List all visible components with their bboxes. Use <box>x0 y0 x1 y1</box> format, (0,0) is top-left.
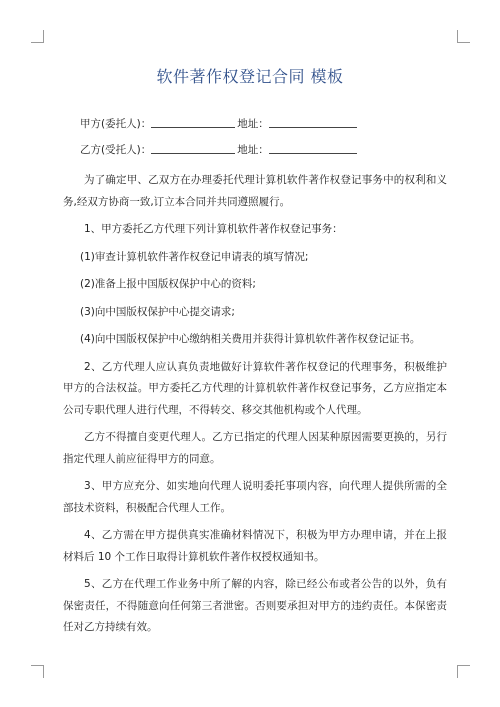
party-b-address-label: 地址： <box>237 144 269 156</box>
crop-mark-top-right <box>457 30 470 43</box>
paragraph-clause-2-cont: 乙方不得擅自变更代理人。乙方已指定的代理人因某种原因需要更换的，另行指定代理人前应征得甲方的同意。 <box>63 431 447 465</box>
paragraph-item-4: (4)向中国版权保护中心缴纳相关费用并获得计算机软件著作权登记证书。 <box>80 333 421 345</box>
paragraph-clause-1: 1、甲方委托乙方代理下列计算机软件著作权登记事务： <box>84 223 343 235</box>
party-b-address-blank[interactable] <box>269 142 357 154</box>
paragraph-clause-5: 5、乙方在代理工作业务中所了解的内容，除已经公布或者公告的以外，负有保密责任，不得随意向任何第三者泄密。否则要承担对甲方的违约责任。本保密责任对乙方持续有效。 <box>63 578 447 633</box>
paragraph-clause-3: 3、甲方应充分、如实地向代理人说明委托事项内容，向代理人提供所需的全部技术资料，积极配合代理人工作。 <box>63 480 447 514</box>
paragraph-item-1: (1)审查计算机软件著作权登记申请表的填写情况; <box>80 250 309 263</box>
document-title: 软件著作权登记合同 模板 <box>156 67 344 86</box>
party-b-label: 乙方(受托人)： <box>80 144 152 156</box>
paragraph-clause-4: 4、乙方需在甲方提供真实准确材料情况下，积极为甲方办理申请，并在上报材料后 10 个工作日取得计算机软件著作权授权通知书。 <box>63 529 447 563</box>
paragraph-item-2: (2)准备上报中国版权保护中心的资料; <box>80 278 256 290</box>
party-a-address-label: 地址： <box>237 118 269 130</box>
paragraph-intro: 为了确定甲、乙双方在办理委托代理计算机软件著作权登记事务中的权利和义务,经双方协商一致,订立本合同并共同遵照履行。 <box>63 174 447 208</box>
contract-body <box>63 170 447 645</box>
crop-mark-top-left <box>31 30 44 43</box>
crop-mark-bottom-right <box>457 665 470 678</box>
party-a-label: 甲方(委托人)： <box>80 118 152 130</box>
party-b-name-blank[interactable] <box>151 142 235 154</box>
party-a-address-blank[interactable] <box>269 116 357 128</box>
paragraph-clause-2: 2、乙方代理人应认真负责地做好计算软件著作权登记的代理事务，积极维护甲方的合法权益。甲方委托乙方代理的计算机软件著作权登记事务，乙方应指定本公司专职代理人进行代理，不得转交、移交其他机构或个人代理。 <box>63 360 447 416</box>
party-a-name-blank[interactable] <box>151 116 235 128</box>
party-b-line <box>80 142 357 157</box>
party-a-line <box>80 116 357 131</box>
crop-mark-bottom-left <box>31 665 44 678</box>
paragraph-item-3: (3)向中国版权保护中心提交请求; <box>80 305 235 318</box>
